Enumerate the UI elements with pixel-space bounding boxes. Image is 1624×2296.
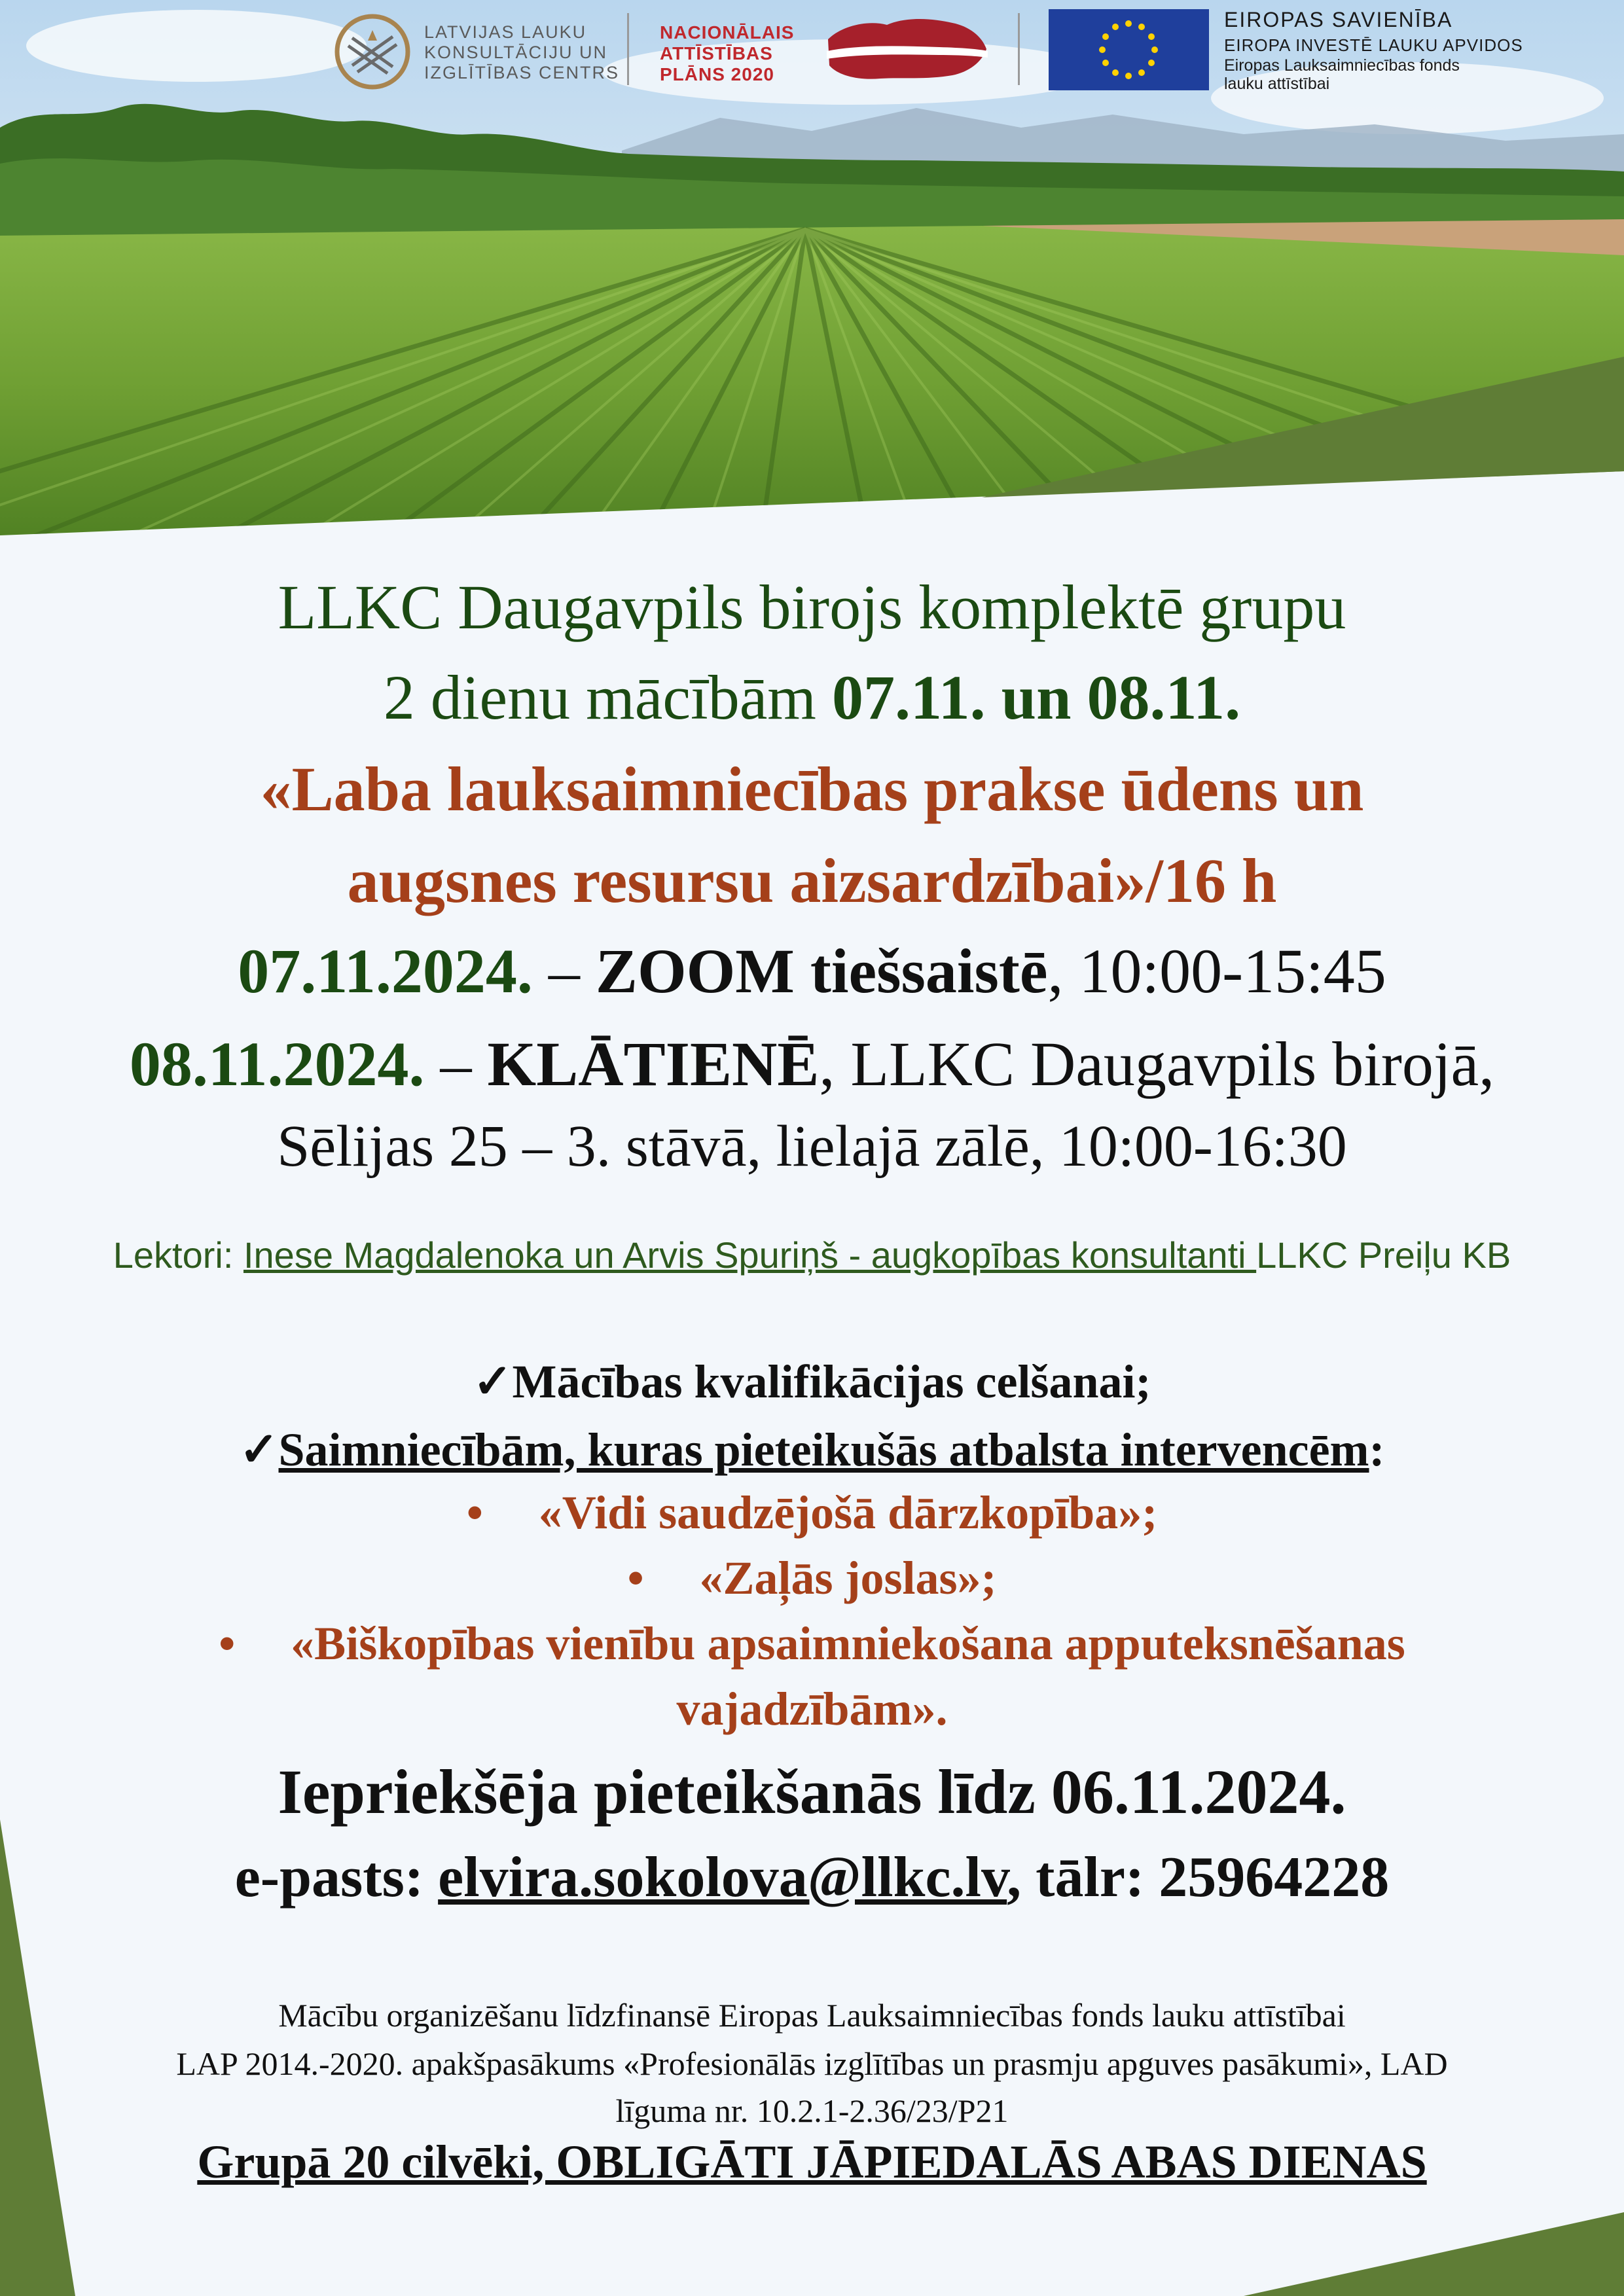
checkmark-icon: ✓ xyxy=(239,1424,279,1476)
bullet-icon: • xyxy=(219,1617,236,1670)
funding-text-1: Mācību organizēšanu līdzfinansē Eiropas Lauksaimniecības fonds lauku attīstībai xyxy=(278,1997,1346,2034)
funding-line-2 xyxy=(0,2045,1624,2083)
registration-contact xyxy=(0,1844,1624,1910)
check-item-text: Mācības kvalifikācijas celšanai; xyxy=(512,1355,1151,1408)
course-title-2: augsnes resursu aizsardzībai»/16 h xyxy=(347,846,1277,916)
course-title-line-1 xyxy=(0,753,1624,825)
course-title-line-2 xyxy=(0,844,1624,917)
day2-address-line xyxy=(0,1113,1624,1180)
check-item-suffix: : xyxy=(1369,1424,1385,1476)
llkc-logo-text: LATVIJAS LAUKU KONSULTĀCIJU UN IZGLĪTĪBAS CENTRS xyxy=(424,22,620,82)
deadline-text: Iepriekšēja pieteikšanās līdz 06.11.2024. xyxy=(278,1757,1346,1827)
lectors-org: LLKC Preiļu KB xyxy=(1256,1234,1511,1276)
day2-mode: KLĀTIENĒ xyxy=(487,1029,820,1099)
check-item-text: Saimniecībām, kuras pieteikušās atbalsta intervencēm xyxy=(278,1424,1369,1476)
phone-label: , tālr: xyxy=(1007,1846,1159,1909)
day1-dash: – xyxy=(532,936,596,1006)
latvia-map-icon xyxy=(821,13,992,85)
day1-date: 07.11.2024. xyxy=(238,936,533,1006)
lectors-label: Lektori: xyxy=(113,1234,244,1276)
eu-flag-icon xyxy=(1049,9,1209,90)
intro-line-1 xyxy=(0,571,1624,643)
email-link[interactable]: elvira.sokolova@llkc.lv xyxy=(438,1846,1007,1909)
day2-place: , LLKC Daugavpils birojā, xyxy=(819,1029,1495,1099)
day1-mode: ZOOM tiešsaistē xyxy=(595,936,1048,1006)
intro-text: LLKC Daugavpils birojs komplektē grupu xyxy=(278,572,1346,642)
course-title-1: «Laba lauksaimniecības prakse ūdens un xyxy=(260,754,1364,824)
intro-dates: 07.11. un 08.11. xyxy=(831,662,1241,732)
logo-row xyxy=(0,7,1624,92)
check-item-1 xyxy=(0,1354,1624,1409)
bullet-icon: • xyxy=(627,1552,644,1604)
intervention-item-3 xyxy=(0,1617,1624,1671)
funding-text-2: LAP 2014.-2020. apakšpasākums «Profesionālās izglītības un prasmju apguves pasākumi», LAD xyxy=(176,2045,1448,2082)
funding-text-3: līguma nr. 10.2.1-2.36/23/P21 xyxy=(615,2092,1009,2129)
intro-prefix: 2 dienu mācībām xyxy=(383,662,832,732)
footer-note-text: Grupā 20 cilvēki, OBLIGĀTI JĀPIEDALĀS ABAS DIENAS xyxy=(197,2136,1427,2188)
day2-line xyxy=(0,1028,1624,1100)
intervention-text-cont: vajadzībām». xyxy=(676,1683,948,1735)
registration-deadline xyxy=(0,1755,1624,1828)
intervention-text: «Zaļās joslas»; xyxy=(699,1552,997,1604)
lectors-line xyxy=(0,1234,1624,1276)
intervention-item-1 xyxy=(0,1486,1624,1540)
day1-time: , 10:00-15:45 xyxy=(1047,936,1386,1006)
nap-logo-text: NACIONĀLAIS ATTĪSTĪBAS PLĀNS 2020 xyxy=(660,22,795,84)
footer-note xyxy=(0,2135,1624,2189)
eu-fund-text: Eiropas Lauksaimniecības fonds lauku attīstībai xyxy=(1224,56,1460,93)
check-item-2 xyxy=(0,1422,1624,1477)
logo-divider xyxy=(1018,13,1020,85)
llkc-logo-icon xyxy=(333,12,412,92)
funding-line-1 xyxy=(0,1996,1624,2034)
intervention-text: «Vidi saudzējošā dārzkopība»; xyxy=(538,1486,1158,1539)
logo-divider xyxy=(627,13,629,85)
day1-line xyxy=(0,935,1624,1007)
eu-title: EIROPAS SAVIENĪBA xyxy=(1224,8,1453,31)
intervention-item-3-cont xyxy=(0,1682,1624,1736)
day2-date: 08.11.2024. xyxy=(129,1029,425,1099)
phone-number: 25964228 xyxy=(1159,1846,1390,1909)
email-label: e-pasts: xyxy=(234,1846,439,1909)
funding-line-3 xyxy=(0,2092,1624,2130)
bullet-icon: • xyxy=(466,1486,483,1539)
day2-dash: – xyxy=(424,1029,488,1099)
intervention-text: «Biškopības vienību apsaimniekošana apputeksnēšanas xyxy=(291,1617,1405,1670)
eu-slogan: EIROPA INVESTĒ LAUKU APVIDOS xyxy=(1224,35,1523,55)
checkmark-icon: ✓ xyxy=(473,1355,513,1408)
day2-address: Sēlijas 25 – 3. stāvā, lielajā zālē, 10:00-16:30 xyxy=(277,1114,1347,1179)
intervention-item-2 xyxy=(0,1551,1624,1605)
lectors-names: Inese Magdalenoka un Arvis Spuriņš - augkopības konsultanti xyxy=(243,1234,1257,1276)
intro-line-2 xyxy=(0,661,1624,734)
